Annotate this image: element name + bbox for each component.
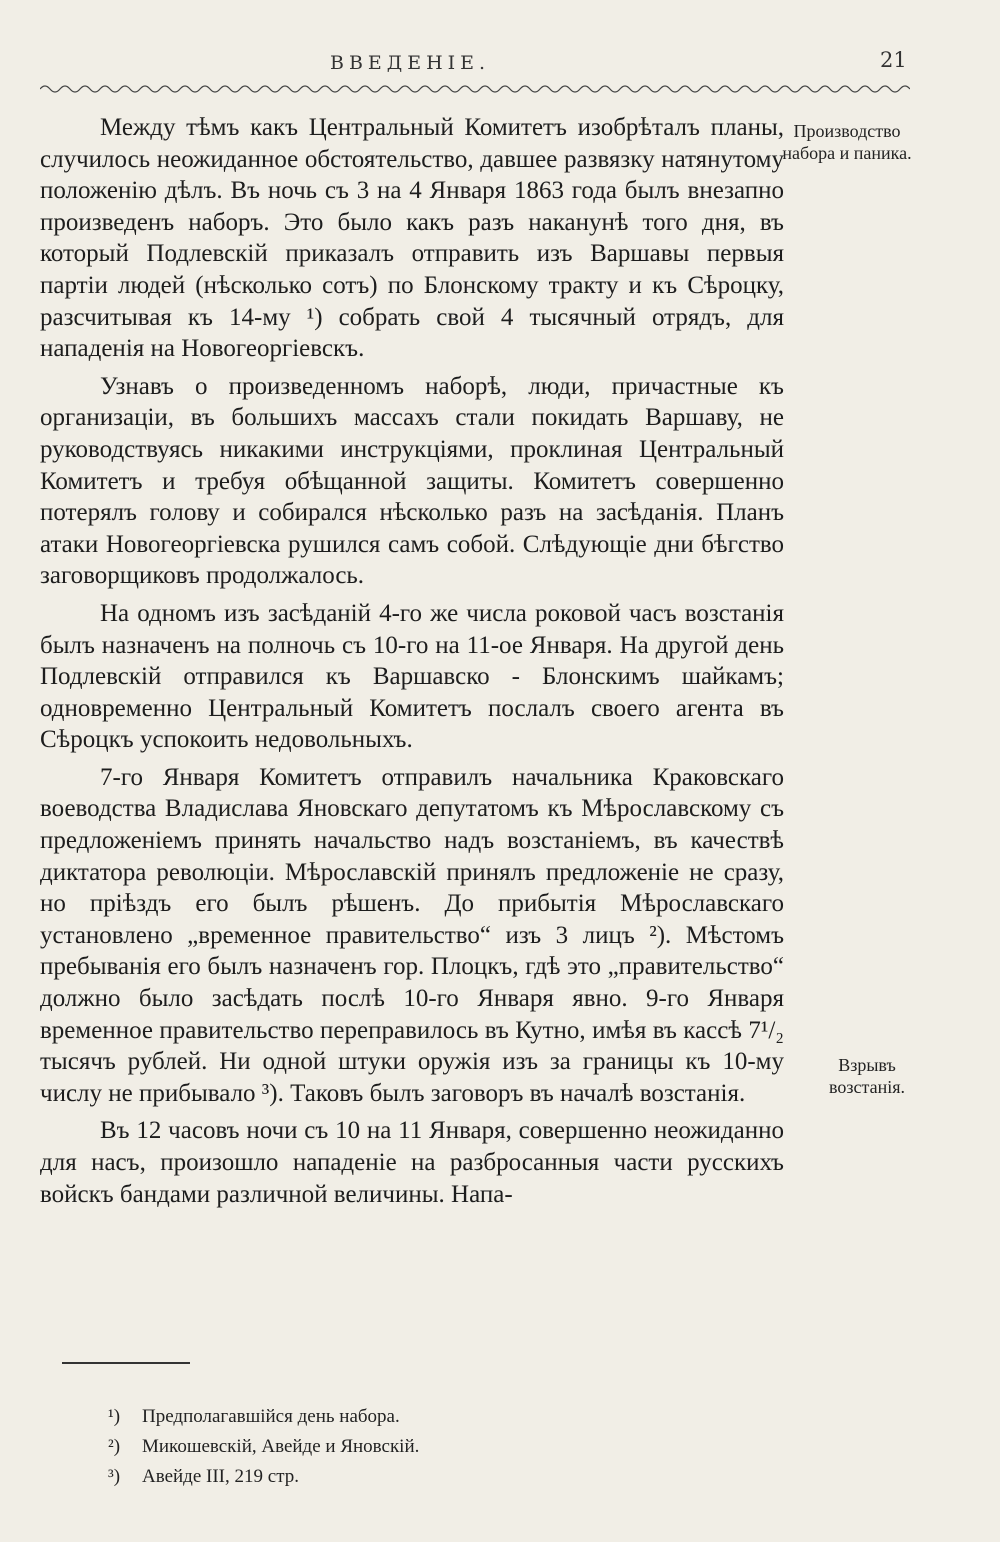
margin-note: Производство набора и паника.: [782, 121, 912, 163]
main-text: [40, 112, 784, 1216]
paragraph: Въ 12 часовъ ночи съ 10 на 11 Января, совершенно неожиданно для насъ, произошло нападеніе на разбросанныя части русскихъ войскъ бандами различной величины. Напа-: [40, 1117, 784, 1208]
footnote: [108, 1462, 708, 1492]
footnotes: [108, 1402, 708, 1492]
footnote: [108, 1402, 708, 1432]
footnote: [108, 1432, 708, 1462]
margin-note: Взрывъ возстанія.: [829, 1055, 905, 1097]
footnote-text: Предполагавшійся день набора.: [142, 1406, 400, 1427]
paragraph: 7-го Января Комитетъ отправилъ начальника Краковскаго воеводства Владислава Яновскаго депутатомъ къ Мѣрославскому съ предложеніемъ принять начальство надъ возстаніемъ, въ качествѣ диктатора революціи. Мѣрославскій принялъ предложеніе не сразу, но пріѣздъ его былъ рѣшенъ. До прибытія Мѣрославскаго установлено „временное правительство“ изъ 3 лицъ ²). Мѣстомъ пребыванія его былъ назначенъ гор. Плоцкъ, гдѣ это „правительство“ должно было засѣдать послѣ 10-го Января явно. 9-го Января временное правительство переправилось въ Кутно, имѣя въ кассѣ 7¹/₂ тысячъ рублей. Ни одной штуки оружія изъ за границы къ 10-му числу не прибывало ³). Таковъ былъ заговоръ въ началѣ возстанія.: [40, 763, 784, 1107]
footnote-text: Микошевскій, Авейде и Яновскій.: [142, 1436, 420, 1457]
footnote-separator: [62, 1362, 190, 1364]
page-number: 21: [880, 48, 907, 72]
decorative-wavy-rule: [40, 80, 910, 98]
paragraph: Узнавъ о произведенномъ наборѣ, люди, причастные къ организаціи, въ большихъ массахъ стали покидать Варшаву, не руководствуясь никакими инструкціями, проклиная Центральный Комитетъ и требуя обѣщанной защиты. Комитетъ совершенно потерялъ голову и собирался нѣсколько разъ на засѣданія. Планъ атаки Новогеоргіевска рушился самъ собой. Слѣдующіе дни бѣгство заговорщиковъ продолжалось.: [40, 372, 784, 590]
running-head: ВВЕДЕНІЕ.: [330, 52, 491, 74]
paragraph: На одномъ изъ засѣданій 4-го же числа роковой часъ возстанія былъ назначенъ на полночь съ 10-го на 11-ое Января. На другой день Подлевскій отправился къ Варшавско - Блонскимъ шайкамъ; одновременно Центральный Комитетъ послалъ своего агента въ Сѣроцкъ успокоить недовольныхъ.: [40, 599, 784, 754]
footnote-mark: ¹): [108, 1406, 121, 1427]
footnote-text: Авейде III, 219 стр.: [142, 1466, 299, 1487]
footnote-mark: ²): [108, 1436, 121, 1457]
footnote-mark: ³): [108, 1466, 121, 1487]
paragraph: Между тѣмъ какъ Центральный Комитетъ изобрѣталъ планы, случилось неожиданное обстоятельство, давшее развязку натянутому положенію дѣлъ. Въ ночь съ 3 на 4 Января 1863 года былъ внезапно произведенъ наборъ. Это было какъ разъ наканунѣ того дня, въ который Подлевскій приказалъ отправить изъ Варшавы первыя партіи людей (нѣсколько сотъ) по Блонскому тракту и къ Сѣроцку, разсчитывая къ 14-му ¹) собрать свой 4 тысячный отрядъ, для нападенія на Новогеоргіевскъ.: [40, 114, 784, 363]
